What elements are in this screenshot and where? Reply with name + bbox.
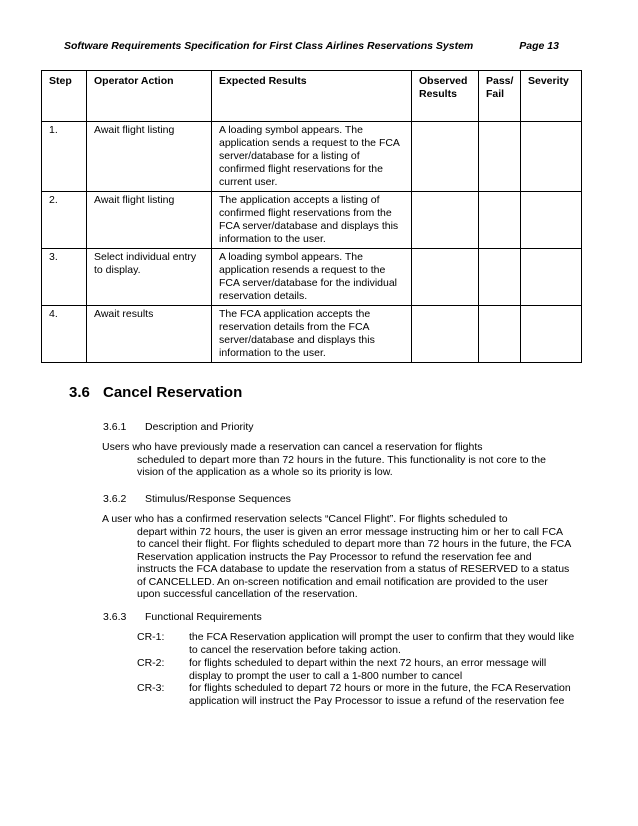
cell-pass-fail [479, 122, 521, 192]
column-header-step: Step [42, 71, 87, 122]
subsection-heading [103, 611, 262, 623]
cell-expected-results: A loading symbol appears. The application sends a request to the FCA server/database for a listing of confirmed flight reservations for the current user. [212, 122, 412, 192]
cell-operator-action: Await flight listing [87, 122, 212, 192]
cell-severity [521, 306, 582, 363]
column-header-operator-action: Operator Action [87, 71, 212, 122]
subsection-number: 3.6.1 [103, 421, 127, 433]
cell-step: 1. [42, 122, 87, 192]
column-header-expected-results: Expected Results [212, 71, 412, 122]
cell-step: 2. [42, 192, 87, 249]
cell-expected-results: The FCA application accepts the reservation details from the FCA server/database and displays this information to the user. [212, 306, 412, 363]
subsection-number: 3.6.3 [103, 611, 127, 623]
page-number: Page 13 [519, 40, 559, 52]
paragraph-body: depart within 72 hours, the user is given an error message instructing him or her to call FCA to cancel their flight. For flights scheduled to depart more than 72 hours in the future, the FCA Reservation application instructs the Pay Processor to refund the reservation fee and instructs the FCA database to update the reservation from a status of RESERVED to a status of CANCELLED. An on-screen notification and email notification are provided to the user upon successful cancellation of the reservation. [137, 525, 571, 600]
stimulus-response-paragraph [102, 513, 572, 601]
page-header [64, 40, 559, 56]
subsection-title: Description and Priority [145, 421, 254, 433]
subsection-number: 3.6.2 [103, 493, 127, 505]
requirement-text: for flights scheduled to depart within the next 72 hours, an error message will display to prompt the user to call a 1-800 number to cancel [189, 657, 547, 682]
subsection-heading [103, 421, 254, 433]
section-number: 3.6 [69, 384, 90, 401]
paragraph-first-line: A user who has a confirmed reservation selects “Cancel Flight”. For flights scheduled to [102, 513, 508, 525]
cell-operator-action: Await results [87, 306, 212, 363]
subsection-heading [103, 493, 291, 505]
requirement-id: CR-2: [137, 657, 165, 669]
cell-operator-action: Await flight listing [87, 192, 212, 249]
table-row [42, 249, 582, 306]
cell-severity [521, 249, 582, 306]
section-title: Cancel Reservation [103, 384, 243, 401]
requirement-item [137, 631, 577, 656]
test-procedure-table [41, 70, 582, 363]
cell-pass-fail [479, 306, 521, 363]
column-header-pass-fail: Pass/ Fail [479, 71, 521, 122]
paragraph-first-line: Users who have previously made a reservation can cancel a reservation for flights [102, 441, 483, 453]
cell-observed-results [412, 306, 479, 363]
cell-step: 4. [42, 306, 87, 363]
cell-expected-results: The application accepts a listing of confirmed flight reservations from the FCA server/database and displays this information to the user. [212, 192, 412, 249]
column-header-severity: Severity [521, 71, 582, 122]
requirement-item [137, 657, 577, 682]
section-heading [69, 384, 242, 401]
requirement-text: for flights scheduled to depart 72 hours or more in the future, the FCA Reservation application will instruct the Pay Processor to issue a refund of the reservation fee [189, 682, 571, 707]
column-header-observed-results: Observed Results [412, 71, 479, 122]
cell-severity [521, 192, 582, 249]
cell-observed-results [412, 192, 479, 249]
cell-step: 3. [42, 249, 87, 306]
document-title: Software Requirements Specification for First Class Airlines Reservations System [64, 40, 474, 52]
cell-pass-fail [479, 249, 521, 306]
table-row [42, 122, 582, 192]
paragraph-body: scheduled to depart more than 72 hours in the future. This functionality is not core to the vision of the application as a whole so its priority is low. [137, 453, 546, 478]
cell-expected-results: A loading symbol appears. The application resends a request to the FCA server/database for the individual reservation details. [212, 249, 412, 306]
description-paragraph [102, 441, 572, 479]
cell-operator-action: Select individual entry to display. [87, 249, 212, 306]
table-header-row [42, 71, 582, 122]
requirement-id: CR-3: [137, 682, 165, 694]
cell-observed-results [412, 122, 479, 192]
subsection-title: Stimulus/Response Sequences [145, 493, 291, 505]
cell-observed-results [412, 249, 479, 306]
subsection-title: Functional Requirements [145, 611, 262, 623]
requirement-text: the FCA Reservation application will prompt the user to confirm that they would like to cancel the reservation before taking action. [189, 631, 575, 656]
cell-severity [521, 122, 582, 192]
requirement-item [137, 682, 577, 707]
requirement-id: CR-1: [137, 631, 165, 643]
table-row [42, 306, 582, 363]
table-row [42, 192, 582, 249]
cell-pass-fail [479, 192, 521, 249]
